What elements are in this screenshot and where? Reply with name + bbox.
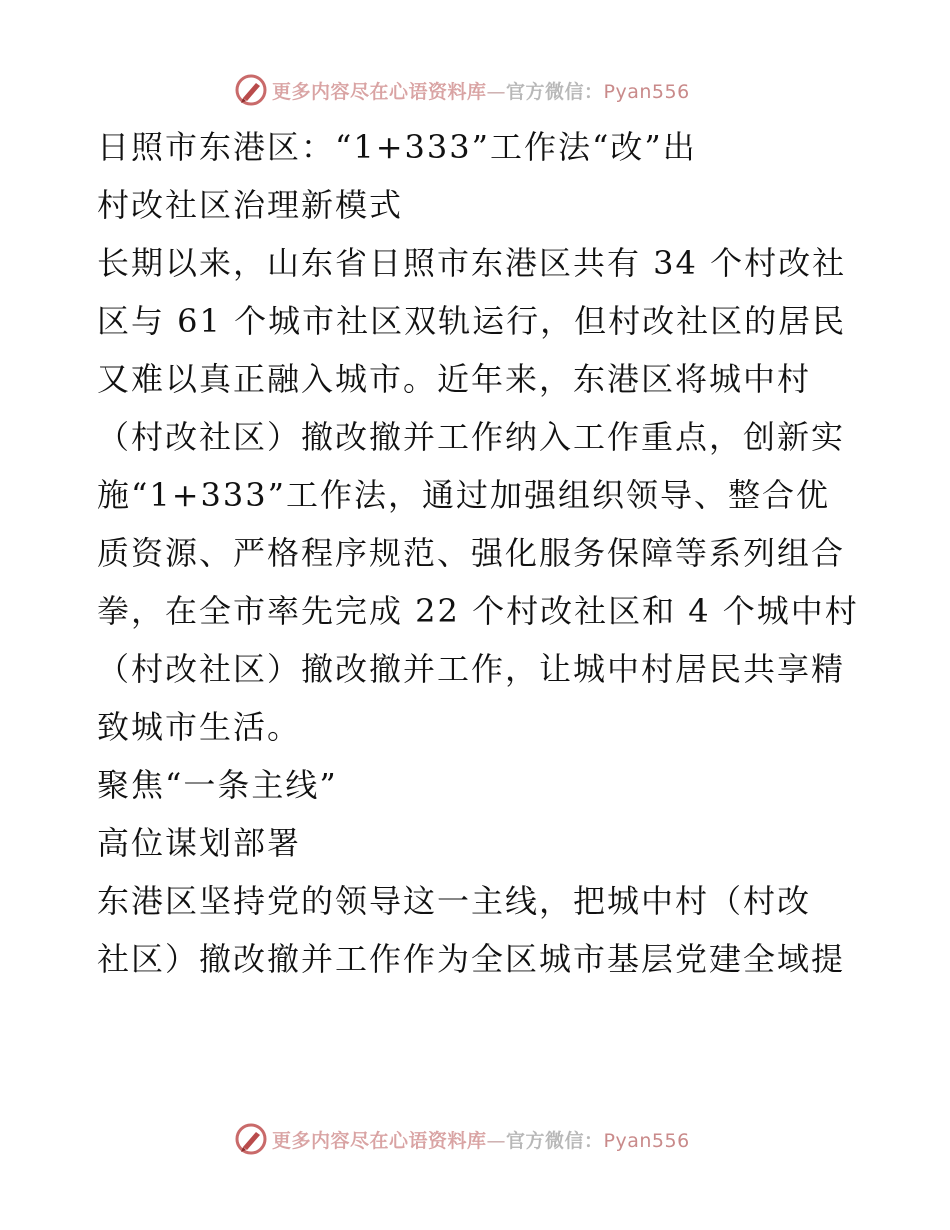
- title-line-1: 日照市东港区：“1+333”工作法“改”出: [97, 128, 697, 166]
- paragraph-line: 致城市生活。: [97, 708, 302, 746]
- header-watermark: [234, 72, 690, 108]
- paragraph-line: 质资源、严格程序规范、强化服务保障等系列组合: [97, 534, 846, 572]
- paragraph-line: （村改社区）撤改撤并工作纳入工作重点，创新实: [97, 418, 846, 456]
- footer-watermark: [234, 1121, 690, 1157]
- watermark-text: 更多内容尽在心语资料库—官方微信：Pyan556: [272, 80, 690, 103]
- paragraph-line: 又难以真正融入城市。近年来，东港区将城中村: [97, 360, 812, 398]
- paragraph-line: 拳，在全市率先完成 22 个村改社区和 4 个城中村: [97, 592, 859, 630]
- paragraph-line: 长期以来，山东省日照市东港区共有 34 个村改社: [97, 244, 847, 282]
- title-line-2: 村改社区治理新模式: [97, 186, 404, 224]
- section-heading-line-2: 高位谋划部署: [97, 824, 302, 862]
- paragraph-line: 社区）撤改撤并工作作为全区城市基层党建全域提: [97, 940, 846, 978]
- paragraph-line: 区与 61 个城市社区双轨运行，但村改社区的居民: [97, 302, 847, 340]
- pen-logo-icon: [234, 1122, 268, 1156]
- paragraph-line: （村改社区）撤改撤并工作，让城中村居民共享精: [97, 650, 846, 688]
- pen-logo-icon: [234, 73, 268, 107]
- watermark-text: 更多内容尽在心语资料库—官方微信：Pyan556: [272, 1129, 690, 1152]
- document-body: [97, 123, 859, 983]
- paragraph-line: 施“1+333”工作法，通过加强组织领导、整合优: [97, 476, 830, 514]
- section-heading-line-1: 聚焦“一条主线”: [97, 766, 338, 804]
- paragraph-line: 东港区坚持党的领导这一主线，把城中村（村改: [97, 882, 812, 920]
